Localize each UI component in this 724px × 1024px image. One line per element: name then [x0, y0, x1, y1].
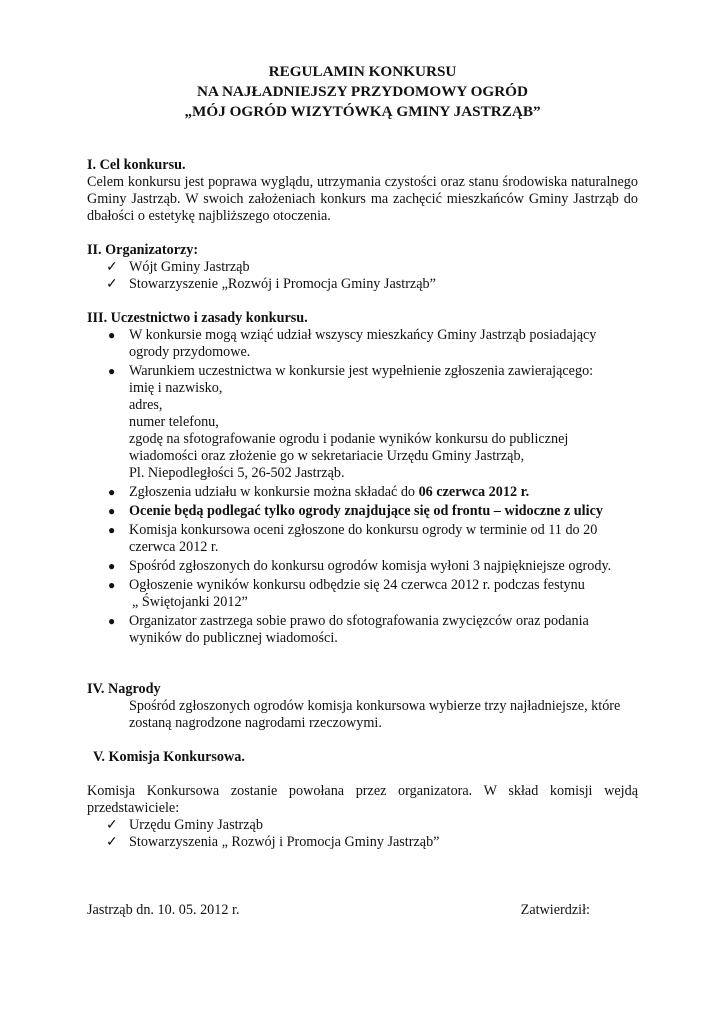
section-cel-heading: I. Cel konkursu. [87, 157, 186, 173]
section-komisja [87, 749, 638, 851]
place-and-date: Jastrząb dn. 10. 05. 2012 r. [87, 902, 240, 918]
bullet-icon: ● [108, 504, 116, 518]
bullet-icon: ● [108, 364, 116, 378]
bullet-icon: ● [108, 559, 116, 573]
bullet-icon: ● [108, 578, 116, 592]
section-organizatorzy-heading: II. Organizatorzy: [87, 242, 199, 258]
bullet-icon: ● [108, 523, 116, 537]
checkmark-icon: ✓ [106, 259, 118, 275]
section-nagrody-text: Spośród zgłoszonych ogrodów komisja konkursowa wybierze trzy najładniejsze, które zostaną nagrodzone nagrodami rzeczowymi. [129, 698, 621, 731]
list-item: ● Organizator zastrzega sobie prawo do sfotografowania zwycięzców oraz podania wyników do publicznej wiadomości. [108, 613, 589, 646]
bullet-icon: ● [108, 328, 116, 342]
section-nagrody-heading: IV. Nagrody [87, 681, 161, 697]
section-nagrody [87, 681, 638, 732]
section-komisja-heading: V. Komisja Konkursowa. [93, 749, 245, 765]
list-item: ● Spośród zgłoszonych do konkursu ogrodów komisja wyłoni 3 najpiękniejsze ogrody. [108, 558, 612, 574]
list-item: ✓ Wójt Gminy Jastrząb [106, 259, 250, 275]
list-item: ✓ Stowarzyszenia „ Rozwój i Promocja Gminy Jastrząb” [106, 834, 440, 850]
section-uczestnictwo-heading: III. Uczestnictwo i zasady konkursu. [87, 310, 308, 326]
section-cel [87, 157, 638, 225]
section-cel-text: Celem konkursu jest poprawa wyglądu, utrzymania czystości oraz stanu środowiska naturalnego Gminy Jastrząb. W swoich założeniach konkurs ma zachęcić mieszkańców Gminy Jastrząb do dbałości o estetykę najbliższego otoczenia. [87, 174, 638, 224]
checkmark-icon: ✓ [106, 817, 118, 833]
deadline-date: 06 czerwca 2012 r. [418, 484, 530, 500]
section-uczestnictwo [87, 310, 638, 647]
checkmark-icon: ✓ [106, 276, 118, 292]
title-line-2: NA NAJŁADNIEJSZY PRZYDOMOWY OGRÓD [197, 83, 528, 100]
title-line-1: REGULAMIN KONKURSU [268, 63, 457, 80]
section-komisja-text: Komisja Konkursowa zostanie powołana przez organizatora. W skład komisji wejdą przedstawiciele: [87, 783, 638, 816]
list-item: ● Ogłoszenie wyników konkursu odbędzie się 24 czerwca 2012 r. podczas festynu „ Świętojanki 2012” [108, 577, 585, 610]
approval-label: Zatwierdził: [520, 902, 590, 918]
list-item: ● Komisja konkursowa oceni zgłoszone do konkursu ogrody w terminie od 11 do 20 czerwca 2012 r. [108, 522, 598, 555]
committee-list [87, 817, 638, 851]
list-item: ● W konkursie mogą wziąć udział wszyscy mieszkańcy Gminy Jastrząb posiadający ogrody przydomowe. [108, 327, 597, 360]
list-item: ● Warunkiem uczestnictwa w konkursie jest wypełnienie zgłoszenia zawierającego: imię i nazwisko, adres, numer telefonu, zgodę na sfotografowanie ogrodu i podanie wyników konkursu do publicznej wiadomości oraz złożenie go w sekretariacie Urzędu Gminy Jastrząb, Pl. Niepodległości 5, 26-502 Jastrząb. [108, 363, 594, 481]
organizers-list [87, 259, 638, 293]
section-organizatorzy [87, 242, 638, 293]
document-title [87, 62, 638, 122]
bullet-icon: ● [108, 614, 116, 628]
document-footer [87, 902, 638, 920]
list-item: ● Ocenie będą podlegać tylko ogrody znajdujące się od frontu – widoczne z ulicy [108, 503, 603, 519]
checkmark-icon: ✓ [106, 834, 118, 850]
list-item: ✓ Stowarzyszenie „Rozwój i Promocja Gminy Jastrząb” [106, 276, 436, 292]
bullet-icon: ● [108, 485, 116, 499]
title-line-3: „MÓJ OGRÓD WIZYTÓWKĄ GMINY JASTRZĄB” [184, 103, 541, 120]
rules-list [87, 327, 638, 647]
list-item: ✓ Urzędu Gminy Jastrząb [106, 817, 263, 833]
list-item: ● Zgłoszenia udziału w konkursie można składać do 06 czerwca 2012 r. [108, 484, 530, 500]
document-page [87, 62, 638, 851]
